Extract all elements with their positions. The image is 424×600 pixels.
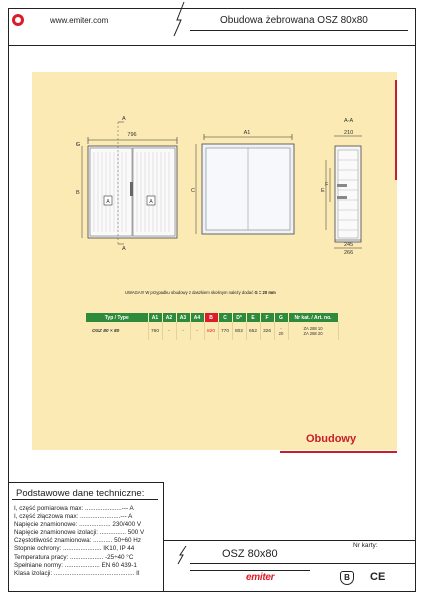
tech-data-list [14, 505, 144, 578]
cell-b: 820 [204, 322, 218, 340]
header-separator [172, 0, 186, 38]
svg-text:210: 210 [344, 130, 354, 136]
svg-text:A: A [106, 199, 110, 205]
tech-line: Napięcie znamionowe: .................. 230/400 V [14, 521, 142, 529]
product-title-rule [190, 563, 416, 564]
tech-line: Temperatura pracy: ................... -25÷40 °C [14, 553, 134, 561]
col-g: G [274, 313, 288, 322]
col-c: C [218, 313, 232, 322]
titleblock-rule [164, 540, 416, 541]
technical-drawing [32, 72, 397, 292]
document-title: Obudowa żebrowana OSZ 80x80 [220, 15, 368, 26]
svg-text:C: C [191, 188, 195, 194]
front-view [77, 122, 177, 244]
card-number-label: Nr karty: [353, 542, 378, 549]
col-type: Typ / Type [86, 313, 148, 322]
svg-text:245: 245 [344, 242, 354, 248]
col-b: B [204, 313, 218, 322]
inner-view [196, 134, 294, 234]
header [8, 8, 416, 46]
cell-a2: - [162, 322, 176, 340]
tech-title-rule [12, 499, 158, 500]
note-bold: G = 20 mm [254, 290, 276, 295]
svg-text:266: 266 [344, 250, 354, 256]
cell-a1: 760 [148, 322, 162, 340]
cell-art [288, 322, 338, 340]
note-body: UWAGA!!! W przypadku obudowy z daszkiem skośnym należy dodać [125, 290, 254, 295]
table-header-row [86, 313, 338, 322]
col-a4: A4 [190, 313, 204, 322]
svg-text:F: F [325, 182, 329, 188]
tech-line: I, część złączowa max: .......................--- A [14, 513, 133, 521]
cell-art-1: ZA 288 10 [303, 326, 323, 331]
cell-g-2: 20 [278, 331, 284, 336]
tech-line: I, część pomiarowa max: .....................--- A [14, 505, 134, 512]
side-view [326, 136, 362, 248]
svg-text:G: G [76, 142, 81, 148]
red-accent-line-bottom [280, 451, 397, 453]
col-a2: A2 [162, 313, 176, 322]
col-f: F [260, 313, 274, 322]
cell-d: 802 [232, 322, 246, 340]
col-d: D* [232, 313, 246, 322]
cell-a4: - [190, 322, 204, 340]
svg-text:A: A [149, 199, 153, 205]
b-certification-icon: B [340, 571, 354, 585]
note-text [125, 290, 276, 295]
cell-art-2: ZA 288 20 [303, 331, 323, 336]
tech-line: Klasa izolacji: .............................................. II [14, 569, 140, 577]
emiter-logo-icon [12, 14, 24, 26]
svg-text:A: A [122, 116, 126, 122]
titleblock-separator [176, 545, 188, 565]
emiter-wordmark: emiter [246, 572, 275, 583]
header-title-rule [190, 30, 408, 31]
col-a3: A3 [176, 313, 190, 322]
col-e: E [246, 313, 260, 322]
cell-c: 770 [218, 322, 232, 340]
tech-line: Częstotliwość znamionowa: ........... 50÷60 Hz [14, 537, 141, 545]
svg-text:A: A [122, 246, 126, 252]
product-title: OSZ 80x80 [222, 548, 278, 560]
section-label: Obudowy [306, 433, 357, 445]
tech-line: Napięcie znamionowe izolacji: ............... 500 V [14, 529, 145, 537]
tech-line: Stopnie ochrony: ...................... IK10, IP 44 [14, 545, 135, 553]
website-link[interactable]: www.emiter.com [50, 16, 109, 25]
dimensions-table [86, 313, 339, 340]
dim-796: 796 [127, 132, 137, 138]
cell-g-1: - [280, 326, 282, 331]
ce-mark-icon: CE [370, 571, 386, 583]
cell-a3: - [176, 322, 190, 340]
svg-text:A1: A1 [243, 130, 251, 136]
col-a1: A1 [148, 313, 162, 322]
cell-g [274, 322, 288, 340]
tech-title: Podstawowe dane techniczne: [16, 488, 145, 499]
svg-text:E: E [321, 188, 325, 194]
svg-text:A-A: A-A [344, 118, 354, 124]
col-art: Nr kat. / Art. no. [288, 313, 338, 322]
table-row [86, 322, 338, 340]
cell-e: 652 [246, 322, 260, 340]
svg-text:B: B [76, 190, 80, 196]
cell-type: OSZ 80 × 80 [86, 322, 148, 340]
cell-f: 326 [260, 322, 274, 340]
tech-line: Spełniane normy: .................... EN 60 439-1 [14, 561, 137, 569]
